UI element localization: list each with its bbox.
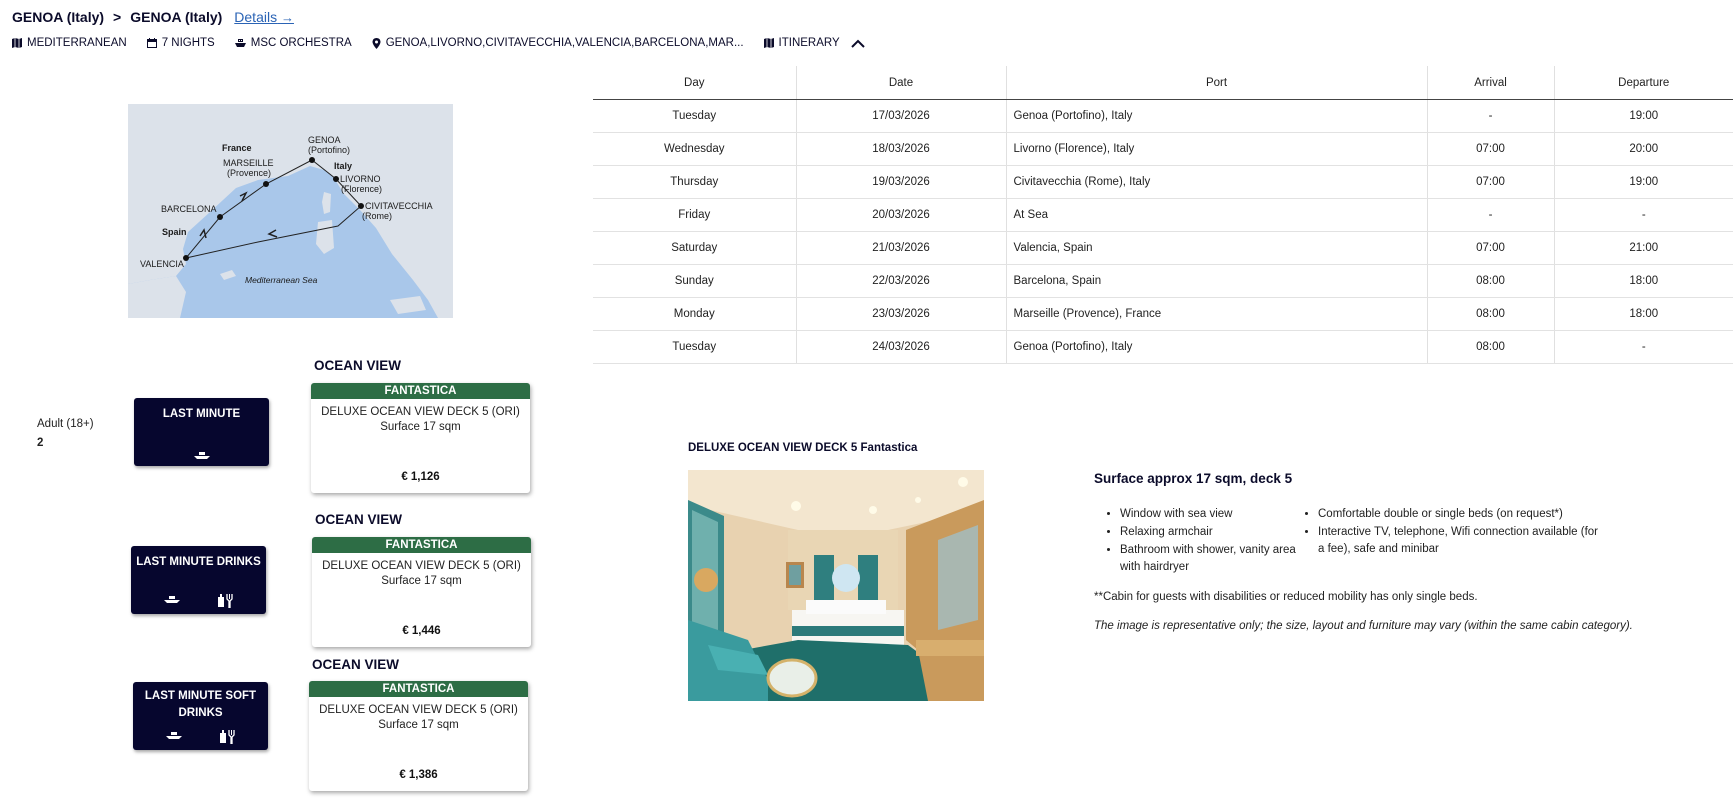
experience-band: FANTASTICA — [311, 383, 530, 399]
itinerary-cell-port: Civitavecchia (Rome), Italy — [1006, 166, 1427, 199]
fare-tile-icons — [131, 594, 266, 608]
feature-item: • Bathroom with shower, vanity area with hairdryer — [1120, 542, 1300, 576]
itinerary-cell-arrival: - — [1427, 100, 1554, 133]
itinerary-header-date: Date — [796, 66, 1006, 100]
itinerary-toggle-label: ITINERARY — [778, 37, 840, 49]
arrow-right-icon: → — [280, 10, 294, 25]
fare-tile-icons — [133, 730, 268, 744]
map-label-florence: (Florence) — [341, 184, 383, 194]
itinerary-cell-departure: 18:00 — [1554, 265, 1733, 298]
itinerary-cell-departure: 19:00 — [1554, 100, 1733, 133]
map-label-valencia: VALENCIA — [140, 259, 184, 269]
cabin-title: OCEAN VIEW — [314, 358, 402, 373]
fare-tile-label: LAST MINUTE DRINKS — [136, 556, 261, 568]
info-nights-label: 7 NIGHTS — [161, 37, 215, 49]
feature-item: • Comfortable double or single beds (on request*) — [1318, 506, 1603, 523]
info-ports-label: GENOA,LIVORNO,CIVITAVECCHIA,VALENCIA,BARCELONA,MAR... — [385, 37, 744, 49]
cabin-detail-title: DELUXE OCEAN VIEW DECK 5 Fantastica — [688, 442, 918, 454]
info-nights — [147, 37, 215, 49]
itinerary-cell-day: Monday — [593, 298, 796, 331]
breadcrumb — [12, 9, 294, 25]
itinerary-cell-arrival: 07:00 — [1427, 166, 1554, 199]
map-icon — [12, 38, 22, 48]
itinerary-cell-date: 21/03/2026 — [796, 232, 1006, 265]
location-pin-icon — [372, 38, 381, 49]
info-region — [12, 37, 127, 49]
itinerary-cell-arrival: 07:00 — [1427, 133, 1554, 166]
itinerary-cell-arrival: - — [1427, 199, 1554, 232]
drinks-icon — [217, 594, 235, 608]
itinerary-header-port: Port — [1006, 66, 1427, 100]
itinerary-cell-date: 20/03/2026 — [796, 199, 1006, 232]
cabin-card-3[interactable] — [309, 681, 528, 791]
itinerary-header-row — [593, 66, 1733, 100]
image-disclaimer: The image is representative only; the size, layout and furniture may vary (within the same cabin category). — [1094, 620, 1633, 632]
map-label-france: France — [222, 143, 252, 153]
itinerary-cell-port: Genoa (Portofino), Italy — [1006, 100, 1427, 133]
details-link[interactable] — [234, 9, 294, 25]
itinerary-cell-port: Valencia, Spain — [1006, 232, 1427, 265]
itinerary-map — [128, 104, 453, 318]
port-genoa — [309, 157, 315, 163]
map-label-provence: (Provence) — [227, 168, 272, 178]
map-label-portofino: (Portofino) — [308, 145, 351, 155]
fare-tile-icons — [134, 450, 269, 460]
port-valencia — [183, 255, 189, 261]
itinerary-cell-departure: 18:00 — [1554, 298, 1733, 331]
feature-item: • Interactive TV, telephone, Wifi connection available (for a fee), safe and minibar — [1318, 524, 1603, 558]
port-civitavecchia — [358, 203, 364, 209]
experience-band: FANTASTICA — [309, 681, 528, 697]
ship-icon — [193, 450, 211, 460]
fare-tile-last-minute[interactable] — [134, 398, 269, 466]
map-label-civitavecchia: CIVITAVECCHIA — [365, 201, 433, 211]
itinerary-cell-departure: - — [1554, 199, 1733, 232]
itinerary-cell-date: 22/03/2026 — [796, 265, 1006, 298]
feature-item: • Relaxing armchair — [1120, 524, 1300, 541]
map-label-spain: Spain — [162, 227, 187, 237]
cabin-title: OCEAN VIEW — [315, 512, 403, 527]
itinerary-row — [593, 199, 1733, 232]
itinerary-cell-day: Wednesday — [593, 133, 796, 166]
drinks-icon — [219, 730, 237, 744]
map-icon — [764, 38, 774, 48]
cabin-surface-heading: Surface approx 17 sqm, deck 5 — [1094, 471, 1293, 486]
itinerary-row — [593, 133, 1733, 166]
itinerary-header-day: Day — [593, 66, 796, 100]
cabin-surface: Surface 17 sqm — [378, 719, 459, 731]
port-livorno — [333, 176, 339, 182]
map-label-sea: Mediterranean Sea — [245, 275, 318, 285]
breadcrumb-separator: > — [113, 9, 122, 25]
breadcrumb-to: GENOA (Italy) — [130, 9, 223, 25]
itinerary-cell-arrival: 07:00 — [1427, 232, 1554, 265]
itinerary-table — [593, 66, 1733, 364]
itinerary-cell-day: Tuesday — [593, 100, 796, 133]
itinerary-cell-port: Marseille (Provence), France — [1006, 298, 1427, 331]
info-region-label: MEDITERRANEAN — [27, 37, 127, 49]
itinerary-cell-day: Sunday — [593, 265, 796, 298]
feature-item: • Window with sea view — [1120, 506, 1300, 523]
itinerary-cell-date: 19/03/2026 — [796, 166, 1006, 199]
itinerary-toggle[interactable] — [764, 37, 865, 49]
cabin-title: OCEAN VIEW — [312, 657, 400, 672]
itinerary-cell-date: 24/03/2026 — [796, 331, 1006, 364]
cabin-price: € 1,446 — [402, 625, 441, 637]
passenger-count: 2 — [37, 437, 44, 449]
itinerary-cell-departure: 21:00 — [1554, 232, 1733, 265]
features-column-1 — [1104, 506, 1300, 577]
details-link-label: Details — [234, 9, 278, 25]
cabin-surface: Surface 17 sqm — [381, 575, 462, 587]
map-label-genoa: GENOA — [308, 135, 341, 145]
cabin-name: DELUXE OCEAN VIEW DECK 5 (ORI) — [321, 406, 520, 418]
cabin-surface: Surface 17 sqm — [380, 421, 461, 433]
fare-tile-last-minute-soft-drinks[interactable] — [133, 682, 268, 750]
itinerary-row — [593, 166, 1733, 199]
map-label-rome: (Rome) — [362, 211, 393, 221]
itinerary-row — [593, 331, 1733, 364]
itinerary-cell-departure: - — [1554, 331, 1733, 364]
map-label-marseille: MARSEILLE — [223, 158, 274, 168]
itinerary-cell-port: Barcelona, Spain — [1006, 265, 1427, 298]
experience-band: FANTASTICA — [312, 537, 531, 553]
fare-tile-label: LAST MINUTE — [162, 408, 241, 420]
map-label-italy: Italy — [334, 161, 353, 171]
accessibility-note: **Cabin for guests with disabilities or reduced mobility has only single beds. — [1094, 591, 1478, 603]
features-column-2 — [1300, 506, 1603, 577]
map-label-barcelona: BARCELONA — [161, 204, 217, 214]
itinerary-header-departure: Departure — [1554, 66, 1733, 100]
itinerary-cell-arrival: 08:00 — [1427, 298, 1554, 331]
itinerary-cell-day: Friday — [593, 199, 796, 232]
info-ports — [372, 37, 744, 49]
cruise-info-bar — [12, 37, 885, 49]
cabin-photo — [688, 470, 984, 701]
cabin-name: DELUXE OCEAN VIEW DECK 5 (ORI) — [319, 704, 518, 716]
itinerary-cell-port: At Sea — [1006, 199, 1427, 232]
itinerary-cell-date: 17/03/2026 — [796, 100, 1006, 133]
itinerary-row — [593, 100, 1733, 133]
itinerary-cell-arrival: 08:00 — [1427, 265, 1554, 298]
port-marseille — [263, 181, 269, 187]
itinerary-cell-date: 18/03/2026 — [796, 133, 1006, 166]
itinerary-cell-day: Thursday — [593, 166, 796, 199]
fare-tile-last-minute-drinks[interactable] — [131, 546, 266, 614]
passenger-type-label: Adult (18+) — [37, 418, 94, 430]
itinerary-header-arrival: Arrival — [1427, 66, 1554, 100]
map-label-livorno: LIVORNO — [340, 174, 381, 184]
cabin-card-2[interactable] — [312, 537, 531, 647]
ship-icon — [163, 594, 181, 604]
ship-icon — [235, 38, 246, 48]
fare-tile-label: LAST MINUTE SOFT DRINKS — [144, 690, 257, 719]
info-ship — [235, 37, 352, 49]
breadcrumb-from: GENOA (Italy) — [12, 9, 105, 25]
itinerary-cell-port: Livorno (Florence), Italy — [1006, 133, 1427, 166]
cabin-price: € 1,386 — [399, 769, 438, 781]
itinerary-cell-arrival: 08:00 — [1427, 331, 1554, 364]
itinerary-cell-departure: 20:00 — [1554, 133, 1733, 166]
itinerary-cell-date: 23/03/2026 — [796, 298, 1006, 331]
itinerary-row — [593, 265, 1733, 298]
cabin-name: DELUXE OCEAN VIEW DECK 5 (ORI) — [322, 560, 521, 572]
itinerary-cell-day: Tuesday — [593, 331, 796, 364]
itinerary-cell-port: Genoa (Portofino), Italy — [1006, 331, 1427, 364]
itinerary-cell-departure: 19:00 — [1554, 166, 1733, 199]
chevron-up-icon — [851, 39, 865, 48]
itinerary-cell-day: Saturday — [593, 232, 796, 265]
cabin-features — [1104, 506, 1603, 577]
ship-icon — [165, 730, 183, 740]
port-barcelona — [217, 214, 223, 220]
info-ship-label: MSC ORCHESTRA — [250, 37, 352, 49]
itinerary-row — [593, 298, 1733, 331]
cabin-price: € 1,126 — [401, 471, 440, 483]
cabin-card-1[interactable] — [311, 383, 530, 493]
itinerary-row — [593, 232, 1733, 265]
calendar-icon — [147, 38, 157, 48]
